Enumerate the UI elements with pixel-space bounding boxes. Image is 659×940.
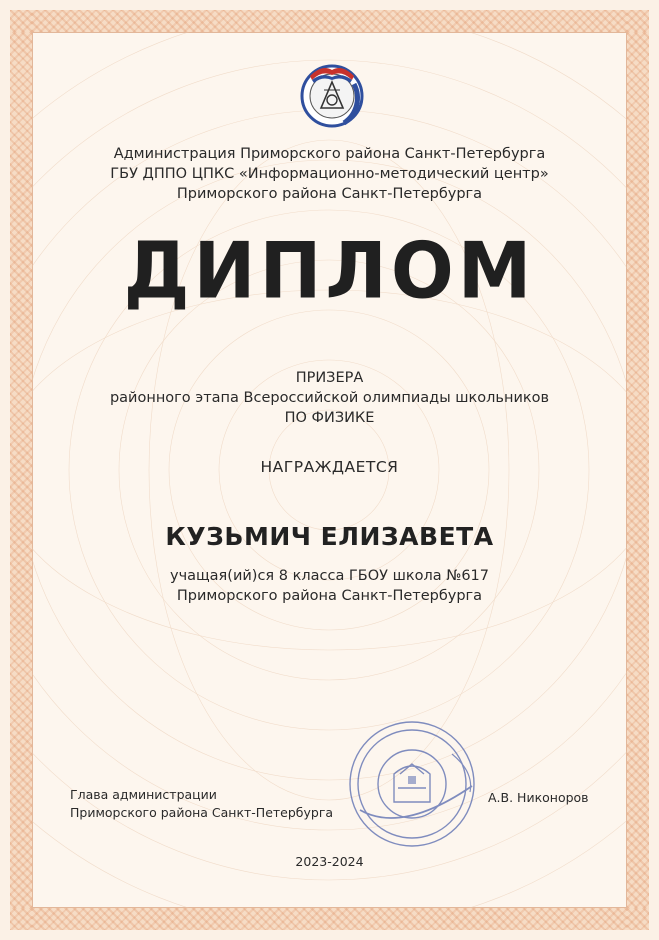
description-line: Приморского района Санкт-Петербурга — [176, 588, 483, 604]
diploma-content — [32, 32, 627, 908]
subtitle-line: ПРИЗЕРА — [295, 370, 364, 386]
description-line: учащая(ий)ся 8 класса ГБОУ школа №617 — [169, 568, 489, 584]
subtitle-line: районного этапа Всероссийской олимпиады школьников — [109, 390, 550, 406]
issuer-header — [32, 144, 627, 204]
official-seal-icon — [342, 714, 482, 854]
subtitle-line: ПО ФИЗИКЕ — [284, 410, 375, 426]
recipient-name: КУЗЬМИЧ ЕЛИЗАВЕТА — [165, 522, 494, 551]
issuer-line: Администрация Приморского района Санкт-Петербурга — [113, 146, 546, 162]
recipient-description — [32, 566, 627, 606]
signer-position — [70, 786, 333, 822]
award-subtitle — [32, 368, 627, 428]
issuer-line: ГБУ ДППО ЦПКС «Информационно-методический центр» — [110, 166, 549, 182]
issuer-line: Приморского района Санкт-Петербурга — [176, 186, 483, 202]
signer-position-line: Глава администрации — [70, 787, 217, 802]
signer-name: А.В. Никоноров — [488, 790, 589, 805]
awarded-label: НАГРАЖДАЕТСЯ — [260, 458, 399, 476]
signer-position-line: Приморского района Санкт-Петербурга — [70, 805, 334, 820]
diploma-title: ДИПЛОМ — [123, 225, 536, 317]
academic-year: 2023-2024 — [295, 854, 364, 869]
olympiad-emblem-icon — [294, 56, 370, 132]
